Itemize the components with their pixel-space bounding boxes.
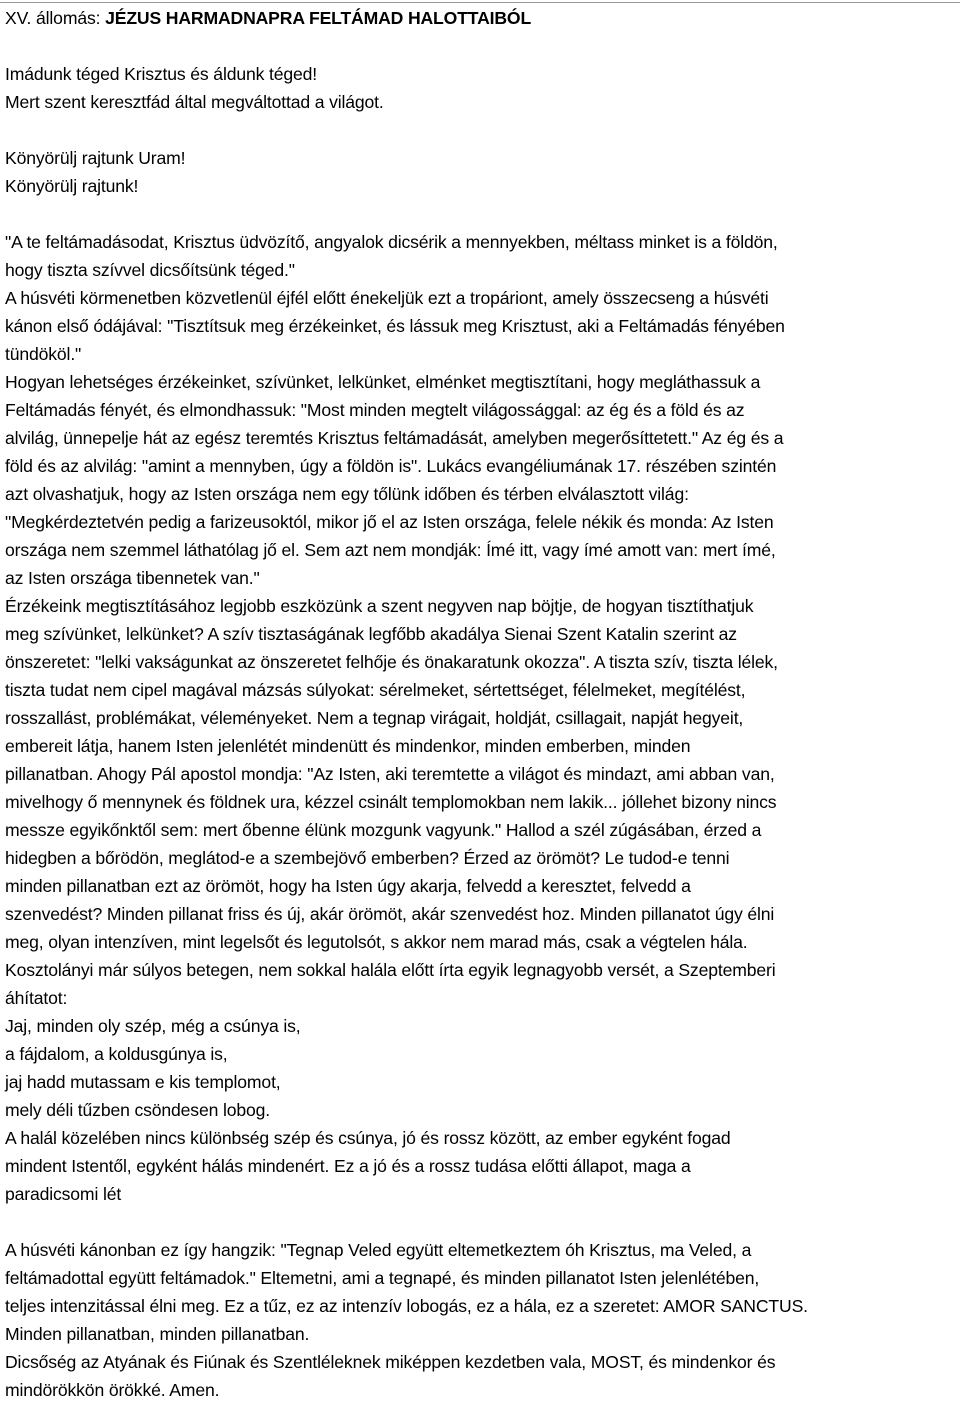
text-line: szenvedést? Minden pillanat friss és új, akár örömöt, akár szenvedést hoz. Minden pillanatot úgy élni	[5, 904, 775, 924]
text-line: tündököl."	[5, 344, 82, 364]
text-line: kánon első ódájával: "Tisztítsuk meg érzékeinket, és lássuk meg Krisztust, aki a Feltámadás fényében	[5, 316, 785, 336]
text-line: mindörökkön örökké. Amen.	[5, 1380, 220, 1400]
text-line: meg, olyan intenzíven, mint legelsőt és legutolsót, s akkor nem marad más, csak a végtelen hála.	[5, 932, 748, 952]
station-title: JÉZUS HARMADNAPRA FELTÁMAD HALOTTAIBÓL	[105, 8, 532, 28]
text-line: mivelhogy ő mennynek és földnek ura, kézzel csinált templomokban nem lakik... jóllehet bizony nincs	[5, 792, 777, 812]
text-line: hogy tiszta szívvel dicsőítsünk téged."	[5, 260, 295, 280]
text-line: mely déli tűzben csöndesen lobog.	[5, 1100, 270, 1120]
document-body	[5, 32, 957, 1404]
blank-line	[5, 1208, 957, 1236]
text-line: rosszallást, problémákat, véleményeket. Nem a tegnap virágait, holdját, csillagait, napját hegyeit,	[5, 708, 744, 728]
blank-line	[5, 116, 957, 144]
text-line: Mert szent keresztfád által megváltottad a világot.	[5, 92, 384, 112]
text-line: áhítatot:	[5, 988, 68, 1008]
text-line: "A te feltámadásodat, Krisztus üdvözítő, angyalok dicsérik a mennyekben, méltass minket is a földön,	[5, 232, 778, 252]
text-line: Hogyan lehetséges érzékeinket, szívünket, lelkünket, elménket megtisztítani, hogy megláthassuk a	[5, 372, 761, 392]
text-line: feltámadottal együtt feltámadok." Eltemetni, ami a tegnapé, és minden pillanatot Isten jelenlétében,	[5, 1268, 760, 1288]
text-line: föld és az alvilág: "amint a mennyben, úgy a földön is". Lukács evangéliumának 17. részében szintén	[5, 456, 777, 476]
text-line: a fájdalom, a koldusgúnya is,	[5, 1044, 228, 1064]
text-line: Dicsőség az Atyának és Fiúnak és Szentléleknek miképpen kezdetben vala, MOST, és mindenkor és	[5, 1352, 776, 1372]
text-line: tiszta tudat nem cipel magával mázsás súlyokat: sérelmeket, sértettséget, félelmeket, megítélést,	[5, 680, 746, 700]
text-line: mindent Istentől, egyként hálás mindenért. Ez a jó és a rossz tudása előtti állapot, maga a	[5, 1156, 691, 1176]
text-line: országa nem szemmel láthatólag jő el. Sem azt nem mondják: Ímé itt, vagy ímé amott van: mert ímé,	[5, 540, 776, 560]
text-line: teljes intenzitással élni meg. Ez a tűz, ez az intenzív lobogás, ez a hála, ez a szeretet: AMOR SANCTUS.	[5, 1296, 808, 1316]
text-line: Érzékeink megtisztításához legjobb eszközünk a szent negyven nap böjtje, de hogyan tisztíthatjuk	[5, 596, 754, 616]
text-line: Könyörülj rajtunk!	[5, 176, 139, 196]
text-line: Minden pillanatban, minden pillanatban.	[5, 1324, 310, 1344]
text-line: Jaj, minden oly szép, még a csúnya is,	[5, 1016, 301, 1036]
text-line: messze egyikőnktől sem: mert őbenne élünk mozgunk vagyunk." Hallod a szél zúgásában, érzed a	[5, 820, 762, 840]
text-line: pillanatban. Ahogy Pál apostol mondja: "Az Isten, aki teremtette a világot és mindazt, ami abban van,	[5, 764, 775, 784]
top-border-line	[0, 2, 960, 3]
text-line: hidegben a bőrödön, meglátod-e a szembejövő emberben? Érzed az örömöt? Le tudod-e tenni	[5, 848, 730, 868]
text-line: embereit látja, hanem Isten jelenlétét mindenütt és mindenkor, minden emberben, minden	[5, 736, 691, 756]
text-line: alvilág, ünnepelje hát az egész teremtés Krisztus feltámadását, amelyben megerősíttetett." Az ég és a	[5, 428, 784, 448]
station-label: XV. állomás:	[5, 8, 106, 28]
blank-line	[5, 32, 957, 60]
text-line: Könyörülj rajtunk Uram!	[5, 148, 186, 168]
text-line: Feltámadás fényét, és elmondhassuk: "Most minden megtelt világossággal: az ég és a föld és az	[5, 400, 745, 420]
text-line: paradicsomi lét	[5, 1184, 122, 1204]
text-line: A húsvéti kánonban ez így hangzik: "Tegnap Veled együtt eltemetkeztem óh Krisztus, ma Veled, a	[5, 1240, 752, 1260]
text-line: jaj hadd mutassam e kis templomot,	[5, 1072, 281, 1092]
text-line: "Megkérdeztetvén pedig a farizeusoktól, mikor jő el az Isten országa, felele nékik és monda: Az Isten	[5, 512, 774, 532]
document-title	[5, 4, 957, 32]
text-line: A húsvéti körmenetben közvetlenül éjfél előtt énekeljük ezt a tropáriont, amely összecseng a húsvéti	[5, 288, 769, 308]
document-page	[5, 4, 957, 1404]
text-line: önszeretet: "lelki vakságunkat az önszeretet felhője és önakaratunk okozza". A tiszta szív, tiszta lélek,	[5, 652, 778, 672]
text-line: Imádunk téged Krisztus és áldunk téged!	[5, 64, 318, 84]
text-line: minden pillanatban ezt az örömöt, hogy ha Isten úgy akarja, felvedd a keresztet, felvedd a	[5, 876, 691, 896]
text-line: Kosztolányi már súlyos betegen, nem sokkal halála előtt írta egyik legnagyobb versét, a Szeptemberi	[5, 960, 776, 980]
text-line: meg szívünket, lelkünket? A szív tisztaságának legfőbb akadálya Sienai Szent Katalin szerint az	[5, 624, 737, 644]
blank-line	[5, 200, 957, 228]
text-line: az Isten országa tibennetek van."	[5, 568, 260, 588]
text-line: A halál közelében nincs különbség szép és csúnya, jó és rossz között, az ember egyként fogad	[5, 1128, 731, 1148]
text-line: azt olvashatjuk, hogy az Isten országa nem egy tőlünk időben és térben elválasztott világ:	[5, 484, 689, 504]
